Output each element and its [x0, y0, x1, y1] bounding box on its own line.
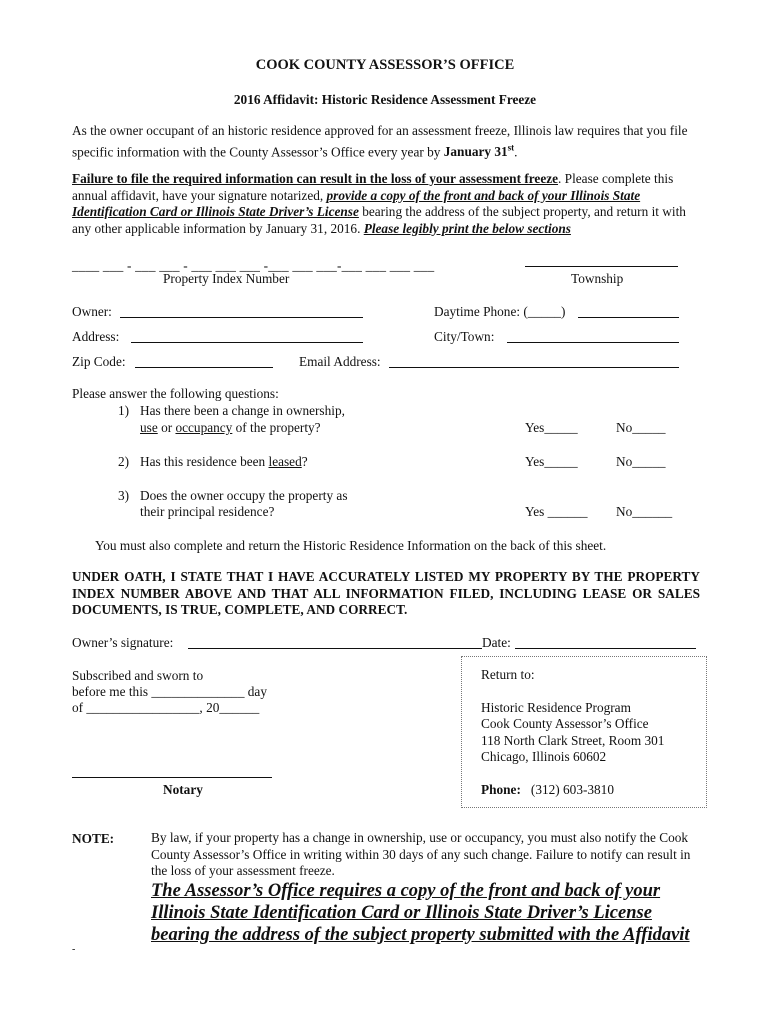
address-label: Address: [72, 329, 120, 344]
question-3-no[interactable]: No______ [616, 504, 673, 519]
question-3-line2: their principal residence? [140, 504, 275, 519]
township-label: Township [571, 271, 624, 286]
affidavit-title: 2016 Affidavit: Historic Residence Assessment Freeze [233, 92, 537, 107]
zip-field[interactable] [135, 367, 273, 368]
city-field[interactable] [507, 342, 679, 343]
return-city: Chicago, Illinois 60602 [481, 749, 607, 764]
return-program: Historic Residence Program [481, 700, 631, 715]
phone-label: Daytime Phone: (_____) [434, 304, 566, 319]
phone-field[interactable] [578, 317, 679, 318]
provide-id-copy: provide a copy of the front and back of your Illinois State Identification Card or Illinois State Driver’s License [72, 187, 641, 219]
question-1-no[interactable]: No_____ [616, 420, 666, 435]
zip-label: Zip Code: [72, 354, 126, 369]
question-2-no[interactable]: No_____ [616, 454, 666, 469]
print-note: Please legibly print the below sections [363, 220, 571, 236]
notary-line-1: Subscribed and sworn to [72, 668, 204, 683]
owner-label: Owner: [72, 304, 112, 319]
return-street: 118 North Clark Street, Room 301 [481, 733, 665, 748]
owner-signature-field[interactable] [188, 648, 482, 649]
owner-signature-label: Owner’s signature: [72, 635, 174, 650]
intro-paragraph: As the owner occupant of an historic residence approved for an assessment freeze, Illinois law requires that you file specific information with the County Assessor’s Office every year by January 31st. [72, 123, 688, 159]
question-3-yes[interactable]: Yes ______ [525, 504, 588, 519]
note-label: NOTE: [72, 831, 115, 846]
owner-field[interactable] [120, 317, 363, 318]
id-requirement-note: The Assessor’s Office requires a copy of the front and back of your Illinois State Identification Card or Illinois State Driver’s License bearing the address of the subject property submitted with the Affidavit [151, 881, 690, 945]
pin-field[interactable]: ____ ___ - ___ ___ - ___ ___ ___ -___ ___ ___-___ ___ ___ ___ [72, 258, 435, 273]
question-1-number: 1) [118, 403, 130, 418]
deadline: January 31st [443, 142, 515, 159]
email-label: Email Address: [299, 354, 381, 369]
city-label: City/Town: [434, 329, 495, 344]
question-2-yes[interactable]: Yes_____ [525, 454, 578, 469]
page-title: COOK COUNTY ASSESSOR’S OFFICE [255, 57, 515, 73]
notary-label: Notary [163, 782, 203, 797]
question-1-line1: Has there been a change in ownership, [140, 403, 345, 418]
return-office: Cook County Assessor’s Office [481, 716, 649, 731]
question-2-number: 2) [118, 454, 130, 469]
questions-intro: Please answer the following questions: [72, 386, 279, 401]
question-1-yes[interactable]: Yes_____ [525, 420, 578, 435]
notary-signature-field[interactable] [72, 777, 272, 778]
return-heading: Return to: [481, 667, 535, 682]
instructions-paragraph: Failure to file the required information can result in the loss of your assessment freeze. Please complete this annual affidavit, have your signature notarized, provide a copy of the front and back of your Illinois State Identification Card or Illinois State Driver’s License bearing the address of the subject property, and return it with any other applicable information by January 31, 2016. Please legibly print the below sections [72, 171, 686, 236]
pin-label: Property Index Number [163, 271, 290, 286]
date-field[interactable] [515, 648, 696, 649]
note-text: By law, if your property has a change in ownership, use or occupancy, you must also notify the Cook County Assessor’s Office in writing within 30 days of any such change. Failure to notify can result in the loss of your assessment freeze. [151, 830, 691, 878]
back-of-sheet-note: You must also complete and return the Historic Residence Information on the back of this sheet. [95, 538, 607, 553]
address-field[interactable] [131, 342, 363, 343]
email-field[interactable] [389, 367, 679, 368]
question-3-number: 3) [118, 488, 130, 503]
question-3-line1: Does the owner occupy the property as [140, 488, 348, 503]
intro-text: As the owner occupant of an historic residence approved for an assessment freeze, Illinois law requires that you file specific information with the County Assessor’s Office every year by [72, 123, 688, 159]
notary-line-3[interactable]: of _________________, 20______ [72, 700, 260, 715]
date-label: Date: [482, 635, 511, 650]
question-2-text: Has this residence been leased? [140, 454, 308, 469]
question-1-line2: use or occupancy of the property? [140, 420, 321, 435]
oath-statement: UNDER OATH, I STATE THAT I HAVE ACCURATELY LISTED MY PROPERTY BY THE PROPERTY INDEX NUMBER ABOVE AND THAT ALL INFORMATION FILED, INCLUDING LEASE OR SALES DOCUMENTS, IS TRUE, COMPLETE, AND CORRECT. [72, 569, 700, 617]
notary-line-2[interactable]: before me this ______________ day [72, 684, 267, 699]
failure-warning: Failure to file the required information can result in the loss of your assessment freeze [72, 171, 559, 186]
footer-mark: - [72, 944, 76, 955]
return-phone: Phone: (312) 603-3810 [481, 782, 614, 797]
township-field[interactable] [525, 266, 678, 267]
